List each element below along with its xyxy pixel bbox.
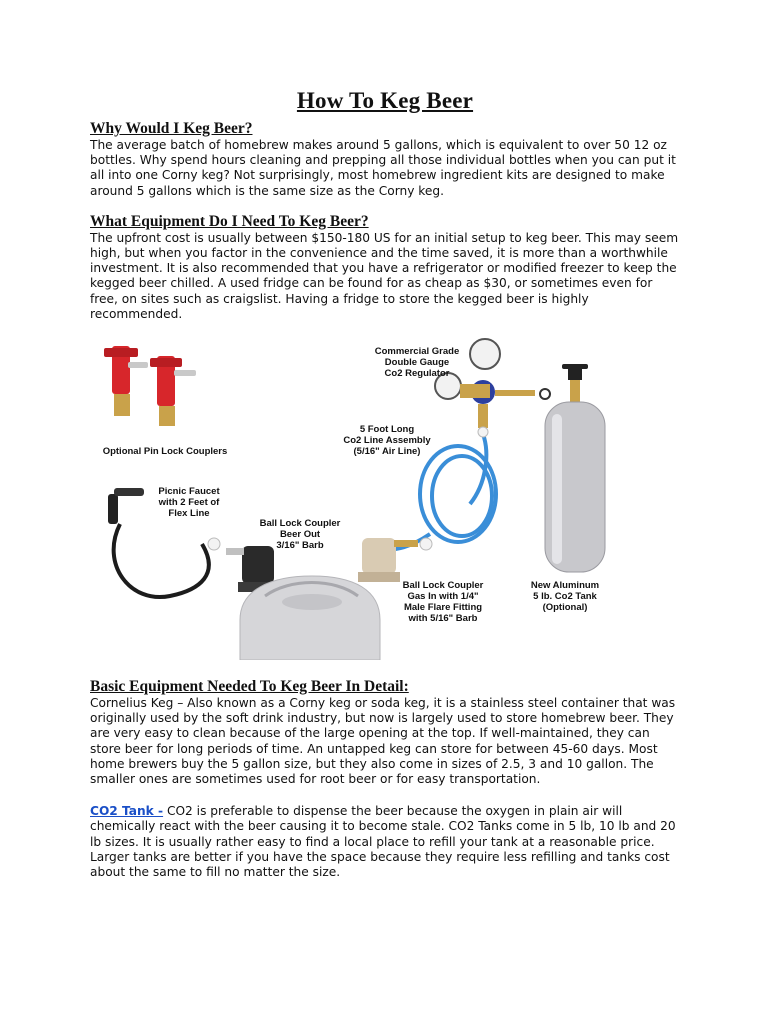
section-body-co2-tank <box>90 804 680 880</box>
page-title: How To Keg Beer <box>296 88 474 113</box>
section-why-keg <box>90 120 680 199</box>
section-equipment <box>90 213 680 322</box>
label-picnic-faucet: Picnic Faucet with 2 Feet of Flex Line <box>158 486 220 520</box>
label-pin-lock: Optional Pin Lock Couplers <box>102 446 228 458</box>
section-co2-tank <box>90 804 680 880</box>
pin-lock-coupler-icon <box>104 346 196 426</box>
label-beer-out: Ball Lock Coupler Beer Out 3/16" Barb <box>259 518 341 552</box>
co2-tank-icon <box>545 364 605 572</box>
section-body-equipment: The upfront cost is usually between $150-180 US for an initial setup to keg beer. This may seem high, but when you factor in the convenience and the time saved, it is more than a worthwhile investment. It is also recommended that you have a refrigerator or modified freezer to keep the kegged beer chilled. A used fridge can be found for as cheap as $30, or sometimes even for free, on sites such as craigslist. Having a fridge to store the kegged beer is highly recommended. <box>90 230 679 321</box>
section-heading-why-keg: Why Would I Keg Beer? <box>90 120 253 137</box>
section-body-detail: Cornelius Keg – Also known as a Corny keg or soda keg, it is a stainless steel container that was originally used by the soft drink industry, but now is largely used to store homebrew beer. They are very easy to clean because of the large opening at the top. If well-maintained, they can store beer for long periods of time. An untapped keg can store for between 45-60 days. Most home brewers buy the 5 gallon size, but they also come in sizes of 2.5, 3 and 10 gallon. The smaller ones are sometimes used for root beer or for easy transportation. <box>90 696 676 787</box>
co2-tank-link[interactable]: CO2 Tank - <box>90 804 164 819</box>
gas-in-coupler-icon <box>358 538 432 582</box>
corny-keg-icon <box>240 576 380 660</box>
section-body-why-keg: The average batch of homebrew makes around 5 gallons, which is equivalent to over 50 12 oz bottles. Why spend hours cleaning and prepping all those individual bottles when you can put it all into one Corny keg? Not surprisingly, most homebrew ingredient kits are designed to make around 5 gallons which is the same size as the Corny keg. <box>90 138 676 198</box>
label-co2-line: 5 Foot Long Co2 Line Assembly (5/16" Air Line) <box>343 424 431 458</box>
label-gas-in: Ball Lock Coupler Gas In with 1/4" Male Flare Fitting with 5/16" Barb <box>402 580 484 625</box>
document-page <box>90 88 680 880</box>
equipment-figure <box>90 334 680 660</box>
section-heading-detail: Basic Equipment Needed To Keg Beer In Detail: <box>90 678 409 696</box>
section-detail <box>90 678 680 787</box>
section-heading-equipment: What Equipment Do I Need To Keg Beer? <box>90 212 369 230</box>
label-co2-tank: New Aluminum 5 lb. Co2 Tank (Optional) <box>530 580 600 614</box>
label-regulator: Commercial Grade Double Gauge Co2 Regulator <box>374 346 460 380</box>
co2-tank-text: CO2 is preferable to dispense the beer because the oxygen in plain air will chemically react with the beer causing it to become stale. CO2 Tanks come in 5 lb, 10 lb and 20 lb sizes. It is usually rather easy to find a local place to refill your tank at a reasonable price. Larger tanks are better if you have the space because they require less refilling and tanks cost about the same to fill no matter the size. <box>90 804 676 880</box>
